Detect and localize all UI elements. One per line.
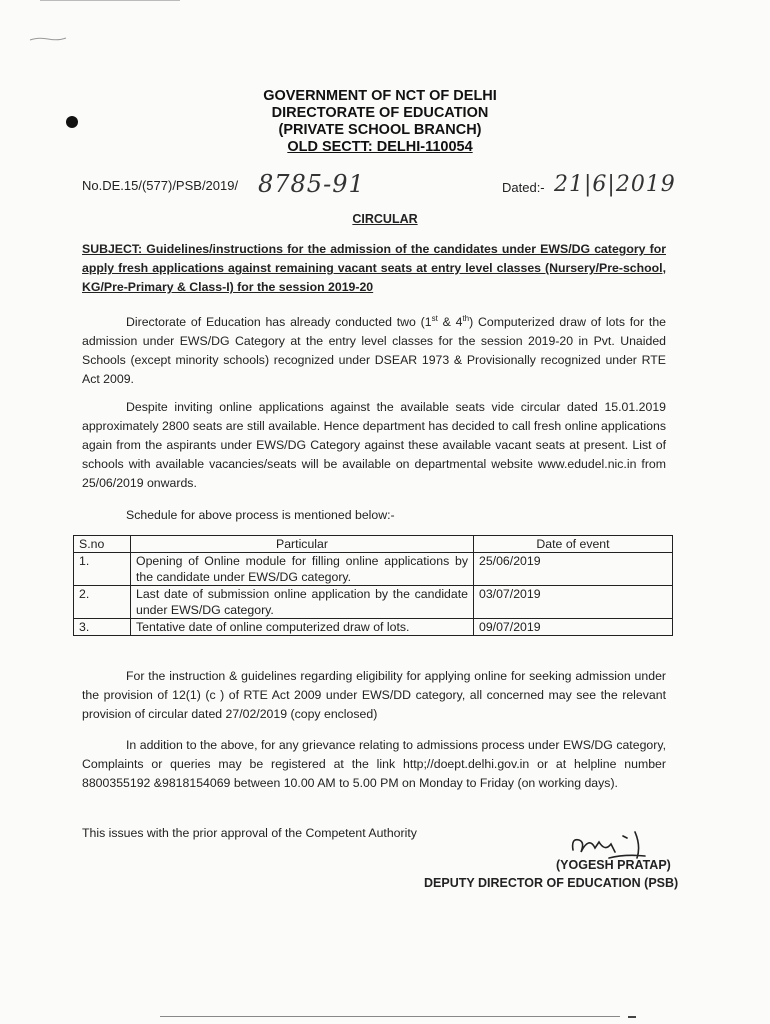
letterhead [200,88,560,156]
row-date: 03/07/2019 [474,586,673,619]
header-particular: Particular [131,536,474,553]
subject-line: SUBJECT: Guidelines/instructions for the admission of the candidates under EWS/DG category for apply fresh applications against remaining vacant seats at entry level classes (Nursery/Pre-school, KG/Pre-Primary & Class-I) for the session 2019-20 [82,242,666,294]
signatory-designation: DEPUTY DIRECTOR OF EDUCATION (PSB) [424,876,679,890]
row-sno: 1. [74,553,131,586]
paragraph-3: For the instruction & guidelines regarding eligibility for applying online for seeking admission under the provision of 12(1) (c ) of RTE Act 2009 under EWS/DD category, all concerned may see the relevant provision of circular dated 27/02/2019 (copy enclosed) [82,669,666,721]
punch-hole-mark [66,116,78,128]
header-sno: S.no [74,536,131,553]
row-particular: Tentative date of online computerized draw of lots. [131,619,474,636]
table-header-row [74,536,673,553]
table-row [74,553,673,586]
letterhead-line-1: GOVERNMENT OF NCT OF DELHI [263,88,497,104]
handwritten-date: 21|6|2019 [554,172,676,197]
reference-number: No.DE.15/(577)/PSB/2019/ [82,178,239,193]
reference-line [82,172,682,202]
row-date: 25/06/2019 [474,553,673,586]
paragraph-4: In addition to the above, for any grievance relating to admissions process under EWS/DG category, Complaints or queries may be registered at the link http;//doept.delhi.gov.in or at helpline number 8800355192 &9818154069 between 10.00 AM to 5.00 PM on Monday to Friday (on working days). [82,738,666,790]
row-particular: Last date of submission online application by the candidate under EWS/DG category. [131,586,474,619]
scan-edge-mark [628,1016,636,1018]
signatory-name: (YOGESH PRATAP) [556,858,671,872]
table-row [74,586,673,619]
paragraph-2: Despite inviting online applications against the available seats vide circular dated 15.01.2019 approximately 2800 seats are still available. Hence department has decided to call fresh online applications again from the aspirants under EWS/DG Category against these available vacant seats at present. List of schools with available vacancies/seats will be available on departmental website www.edudel.nic.in from 25/06/2019 onwards. [82,400,666,490]
scan-edge-top [40,0,180,1]
letterhead-line-3: (PRIVATE SCHOOL BRANCH) [278,122,482,138]
row-sno: 3. [74,619,131,636]
row-date: 09/07/2019 [474,619,673,636]
row-particular: Opening of Online module for filling online applications by the candidate under EWS/DG category. [131,553,474,586]
dated-label: Dated:- [502,180,545,195]
paragraph-5: This issues with the prior approval of the Competent Authority [82,826,417,840]
table-row [74,619,673,636]
scan-edge-bottom [160,1016,620,1017]
document-title: CIRCULAR [352,212,418,226]
header-date: Date of event [474,536,673,553]
scan-smudge [28,36,68,42]
paragraph-1: Directorate of Education has already conducted two (1st & 4th) Computerized draw of lots for the admission under EWS/DG Category at the entry level classes for the session 2019-20 in Pvt. Unaided Schools (except minority schools) recognized under DSEAR 1973 & Provisionally recognized under RTE Act 2009. [82,314,666,387]
handwritten-signature [565,828,665,862]
row-sno: 2. [74,586,131,619]
schedule-table [73,535,673,636]
letterhead-line-4: OLD SECTT: DELHI-110054 [287,139,473,155]
handwritten-number: 8785-91 [258,170,365,198]
schedule-intro: Schedule for above process is mentioned below:- [126,508,395,522]
letterhead-line-2: DIRECTORATE OF EDUCATION [271,105,489,121]
